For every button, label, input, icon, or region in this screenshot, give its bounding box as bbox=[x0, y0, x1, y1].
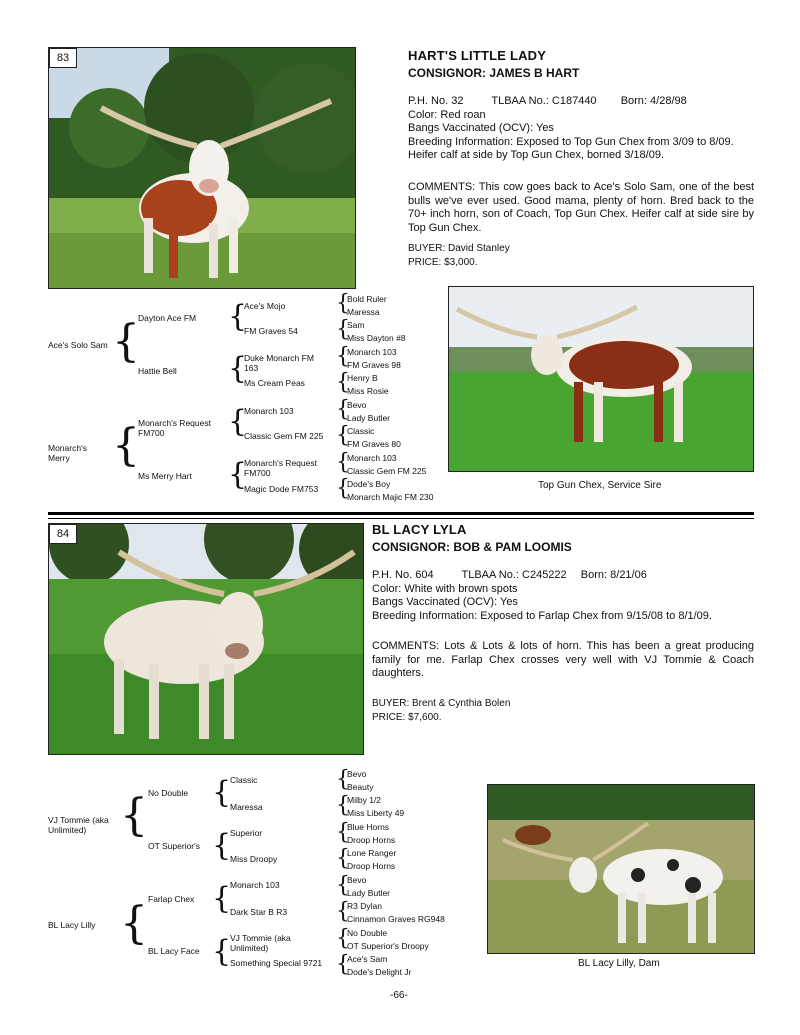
bracket-icon: { bbox=[120, 898, 148, 949]
pedigree-g2: Ms Merry Hart bbox=[138, 471, 192, 481]
pedigree-g4: OT Superior's Droopy bbox=[347, 941, 429, 951]
pedigree-sire bbox=[48, 815, 109, 835]
bracket-icon: { bbox=[212, 828, 232, 863]
pedigree-g4: Droop Horns bbox=[347, 861, 396, 871]
pedigree-g3: Classic bbox=[230, 775, 258, 785]
longhorn-cow-image bbox=[488, 785, 754, 953]
pedigree-g4: Monarch 103 bbox=[347, 453, 397, 463]
cow-photo-lot-83 bbox=[48, 47, 356, 289]
pedigree-g3: Ms Cream Peas bbox=[244, 378, 305, 388]
pedigree-g4: Miss Rosie bbox=[347, 386, 389, 396]
pedigree-g4: Lady Butler bbox=[347, 413, 390, 423]
bracket-icon: { bbox=[336, 476, 350, 501]
lot-84-price: PRICE: $7,600. bbox=[372, 712, 442, 723]
pedigree-dam-line2: Merry bbox=[48, 453, 70, 463]
lot-83-info bbox=[408, 95, 754, 163]
pedigree-g2: Monarch's Request FM700 bbox=[138, 418, 211, 438]
pedigree-g2: Dayton Ace FM bbox=[138, 313, 197, 323]
bracket-icon: { bbox=[336, 952, 350, 977]
lot-83-buyer: BUYER: David Stanley bbox=[408, 243, 510, 254]
bracket-icon: { bbox=[336, 344, 350, 369]
bracket-icon: { bbox=[336, 846, 350, 871]
bangs-line: Bangs Vaccinated (OCV): Yes bbox=[408, 122, 554, 134]
color-line: Color: Red roan bbox=[408, 108, 486, 121]
pedigree-g2: Farlap Chex bbox=[148, 894, 195, 904]
pedigree-g4: Classic Gem FM 225 bbox=[347, 466, 427, 476]
pedigree-g4: Maressa bbox=[347, 307, 380, 317]
pedigree-dam: BL Lacy Lilly bbox=[48, 920, 96, 930]
pedigree-g3: FM Graves 54 bbox=[244, 326, 298, 336]
lot-83-name: HART'S LITTLE LADY bbox=[408, 48, 547, 63]
pedigree-g3: Magic Dode FM753 bbox=[244, 484, 319, 494]
pedigree-g3: Classic Gem FM 225 bbox=[244, 431, 324, 441]
bracket-icon: { bbox=[212, 881, 232, 916]
pedigree-g3: Ace's Mojo bbox=[244, 301, 286, 311]
lot-number-83: 83 bbox=[49, 48, 77, 68]
bracket-icon: { bbox=[112, 316, 140, 367]
pedigree-dam-line1: Monarch's bbox=[48, 443, 87, 453]
longhorn-cow-image bbox=[49, 524, 363, 754]
pedigree-g4: Henry B bbox=[347, 373, 378, 383]
pedigree-g4: Bevo bbox=[347, 769, 367, 779]
pedigree-g3: Maressa bbox=[230, 802, 263, 812]
bracket-icon: { bbox=[228, 457, 248, 492]
bracket-icon: { bbox=[336, 767, 350, 792]
lot-84-consignor: CONSIGNOR: BOB & PAM LOOMIS bbox=[372, 540, 572, 554]
pedigree-g3: Monarch 103 bbox=[244, 406, 294, 416]
pedigree-g4: Droop Horns bbox=[347, 835, 396, 845]
bracket-icon: { bbox=[212, 934, 232, 969]
bracket-icon: { bbox=[336, 873, 350, 898]
lot-84-id-line bbox=[372, 569, 754, 583]
bracket-icon: { bbox=[336, 370, 350, 395]
lot-83-consignor: CONSIGNOR: JAMES B HART bbox=[408, 66, 580, 80]
bracket-icon: { bbox=[336, 926, 350, 951]
pedigree-g4: Dode's Delight Jr bbox=[347, 967, 412, 977]
pedigree-sire: Ace's Solo Sam bbox=[48, 340, 108, 350]
pedigree-g4: Monarch 103 bbox=[347, 347, 397, 357]
lot-84-name: BL LACY LYLA bbox=[372, 522, 467, 537]
bracket-icon: { bbox=[336, 317, 350, 342]
pedigree-g4: Blue Horns bbox=[347, 822, 390, 832]
bracket-icon: { bbox=[336, 423, 350, 448]
pedigree-g3: Dark Star B R3 bbox=[230, 907, 288, 917]
pedigree-g4: Ace's Sam bbox=[347, 954, 388, 964]
pedigree-g4: No Double bbox=[347, 928, 388, 938]
sire-photo-lot-83 bbox=[448, 286, 754, 472]
pedigree-g3: VJ Tommie (aka Unlimited) bbox=[230, 933, 291, 953]
bracket-icon: { bbox=[228, 351, 248, 386]
pedigree-g4: FM Graves 98 bbox=[347, 360, 401, 370]
bracket-icon: { bbox=[336, 899, 350, 924]
pedigree-g4: Miss Dayton #8 bbox=[347, 333, 406, 343]
section-divider-thin bbox=[48, 518, 754, 519]
lot-84-info bbox=[372, 569, 754, 623]
lot-84-buyer: BUYER: Brent & Cynthia Bolen bbox=[372, 698, 511, 709]
pedigree-g3: Monarch's Request FM700 bbox=[244, 458, 317, 478]
pedigree-g4: FM Graves 80 bbox=[347, 439, 401, 449]
bracket-icon: { bbox=[228, 299, 248, 334]
pedigree-g2: OT Superior's bbox=[148, 841, 201, 851]
pedigree-g3: Miss Droopy bbox=[230, 854, 278, 864]
bracket-icon: { bbox=[112, 420, 140, 471]
pedigree-g4: Bevo bbox=[347, 875, 367, 885]
born-date: Born: 4/28/98 bbox=[620, 95, 687, 107]
pedigree-g4: Lady Butler bbox=[347, 888, 390, 898]
ph-number: P.H. No. 32 bbox=[408, 95, 464, 107]
pedigree-g4: Bevo bbox=[347, 400, 367, 410]
lot-number-84: 84 bbox=[49, 524, 77, 544]
pedigree-dam bbox=[48, 443, 87, 463]
ph-number: P.H. No. 604 bbox=[372, 569, 434, 581]
pedigree-g4: Sam bbox=[347, 320, 365, 330]
longhorn-cow-image bbox=[49, 48, 355, 288]
bracket-icon: { bbox=[336, 291, 350, 316]
dam-caption: BL Lacy Lilly, Dam bbox=[578, 958, 660, 969]
pedigree-g2: Hattie Bell bbox=[138, 366, 177, 376]
pedigree-g2: BL Lacy Face bbox=[148, 946, 200, 956]
breeding-info: Breeding Information: Exposed to Farlap Chex from 9/15/08 to 8/1/09. bbox=[372, 609, 712, 622]
pedigree-g3: Duke Monarch FM 163 bbox=[244, 353, 314, 373]
pedigree-g4: Beauty bbox=[347, 782, 374, 792]
lot-83-price: PRICE: $3,000. bbox=[408, 257, 478, 268]
breeding-info: Breeding Information: Exposed to Top Gun Chex from 3/09 to 8/09. Heifer calf at side by Top Gun Chex, borned 3/18/09. bbox=[408, 135, 734, 161]
cow-photo-lot-84 bbox=[48, 523, 364, 755]
pedigree-g4: Cinnamon Graves RG948 bbox=[347, 914, 445, 924]
pedigree-g4: Milby 1/2 bbox=[347, 795, 382, 805]
pedigree-g4: Classic bbox=[347, 426, 375, 436]
pedigree-g4: Lone Ranger bbox=[347, 848, 397, 858]
pedigree-g3: Monarch 103 bbox=[230, 880, 280, 890]
bracket-icon: { bbox=[120, 790, 148, 841]
pedigree-g4: Miss Liberty 49 bbox=[347, 808, 405, 818]
pedigree-g4: Dode's Boy bbox=[347, 479, 391, 489]
bracket-icon: { bbox=[336, 450, 350, 475]
longhorn-bull-image bbox=[449, 287, 753, 471]
lot-84-comments: COMMENTS: Lots & Lots & lots of horn. This has been a great producing family for me. Farlap Chex crosses very well with VJ Tommie & Coach daughters. bbox=[372, 640, 754, 679]
section-divider bbox=[48, 512, 754, 515]
pedigree-g2: No Double bbox=[148, 788, 189, 798]
tlbaa-number: TLBAA No.: C187440 bbox=[491, 95, 597, 107]
pedigree-g3: Something Special 9721 bbox=[230, 958, 323, 968]
bracket-icon: { bbox=[336, 397, 350, 422]
pedigree-g4: R3 Dylan bbox=[347, 901, 382, 911]
pedigree-sire-line1: VJ Tommie (aka bbox=[48, 815, 109, 825]
born-date: Born: 8/21/06 bbox=[580, 569, 647, 581]
pedigree-g4: Monarch Majic FM 230 bbox=[347, 492, 434, 502]
pedigree-sire-line2: Unlimited) bbox=[48, 825, 87, 835]
bangs-line: Bangs Vaccinated (OCV): Yes bbox=[372, 596, 518, 608]
pedigree-g3: Superior bbox=[230, 828, 263, 838]
bracket-icon: { bbox=[336, 793, 350, 818]
lot-83-id-line bbox=[408, 95, 754, 109]
sire-caption: Top Gun Chex, Service Sire bbox=[538, 480, 662, 491]
dam-photo-lot-84 bbox=[487, 784, 755, 954]
bracket-icon: { bbox=[336, 820, 350, 845]
bracket-icon: { bbox=[228, 404, 248, 439]
tlbaa-number: TLBAA No.: C245222 bbox=[461, 569, 567, 581]
page-number: -66- bbox=[390, 990, 408, 1001]
color-line: Color: White with brown spots bbox=[372, 582, 518, 595]
bracket-icon: { bbox=[212, 775, 232, 810]
pedigree-g4: Bold Ruler bbox=[347, 294, 387, 304]
lot-83-comments: COMMENTS: This cow goes back to Ace's Solo Sam, one of the best bulls we've ever used. Good mama, plenty of horn. Bred back to the 70+ inch horn, son of Coach, Top Gun Chex. Heifer calf at side sire by Top Gun Chex. bbox=[408, 181, 754, 234]
